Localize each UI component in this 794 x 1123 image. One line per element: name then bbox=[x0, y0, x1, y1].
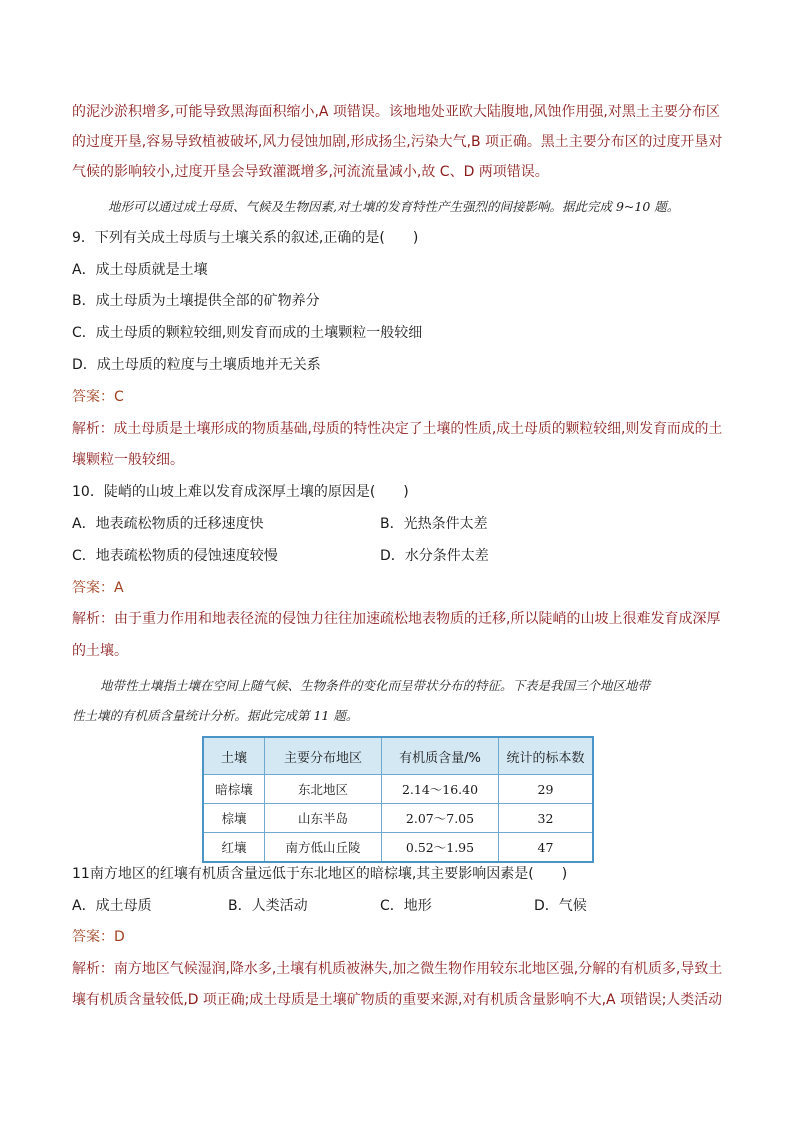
section-intro: 地形可以通过成土母质、气候及生物因素,对土壤的发育特性产生强烈的间接影响。据此完成 9~10 题。 bbox=[108, 199, 680, 214]
table-cell: 南方低山丘陵 bbox=[265, 833, 382, 863]
q10-option-b: B．光热条件太差 bbox=[380, 516, 488, 532]
q10-option-a: A．地表疏松物质的迁移速度快 bbox=[72, 516, 264, 532]
column-header: 统计的标本数 bbox=[499, 737, 594, 775]
table-cell: 2.14～16.40 bbox=[382, 775, 499, 804]
section-intro: 性土壤的有机质含量统计分析。据此完成第 11 题。 bbox=[72, 708, 359, 723]
question-9-stem: 9．下列有关成土母质与土壤关系的叙述,正确的是( ) bbox=[72, 230, 419, 246]
column-header: 土壤 bbox=[203, 737, 265, 775]
table-cell: 47 bbox=[499, 833, 594, 863]
q10-option-d: D．水分条件太差 bbox=[380, 548, 489, 564]
table-cell: 2.07～7.05 bbox=[382, 804, 499, 833]
table-cell: 红壤 bbox=[203, 833, 265, 863]
q10-analysis: 的土壤。 bbox=[72, 643, 128, 659]
table-cell: 棕壤 bbox=[203, 804, 265, 833]
q11-option-c: C．地形 bbox=[380, 898, 432, 914]
table-cell: 29 bbox=[499, 775, 594, 804]
table-cell: 32 bbox=[499, 804, 594, 833]
table-cell: 0.52～1.95 bbox=[382, 833, 499, 863]
q9-option-b: B．成土母质为土壤提供全部的矿物养分 bbox=[72, 293, 320, 309]
q9-option-d: D．成土母质的粒度与土壤质地并无关系 bbox=[72, 357, 321, 373]
table-cell: 山东半岛 bbox=[265, 804, 382, 833]
q9-option-a: A．成土母质就是土壤 bbox=[72, 262, 208, 278]
table-row bbox=[203, 804, 593, 833]
q11-analysis: 解析：南方地区气候湿润,降水多,土壤有机质被淋失,加之微生物作用较东北地区强,分解的有机质多,导致土 bbox=[72, 961, 723, 977]
q9-analysis: 解析：成土母质是土壤形成的物质基础,母质的特性决定了土壤的性质,成土母质的颗粒较细,则发育而成的土 bbox=[72, 421, 723, 437]
q9-option-c: C．成土母质的颗粒较细,则发育而成的土壤颗粒一般较细 bbox=[72, 325, 423, 341]
q11-option-a: A．成土母质 bbox=[72, 898, 152, 914]
analysis-line: 气候的影响较小,过度开垦会导致灌溉增多,河流流量减小,故 C、D 两项错误。 bbox=[72, 164, 549, 180]
question-11-stem: 11南方地区的红壤有机质含量远低于东北地区的暗棕壤,其主要影响因素是( ) bbox=[72, 866, 568, 882]
q10-analysis: 解析：由于重力作用和地表径流的侵蚀力往往加速疏松地表物质的迁移,所以陡峭的山坡上很难发育成深厚 bbox=[72, 611, 721, 627]
analysis-line: 的泥沙淤积增多,可能导致黑海面积缩小,A 项错误。该地地处亚欧大陆腹地,风蚀作用强,对黑土主要分布区 bbox=[72, 104, 720, 120]
analysis-line: 的过度开垦,容易导致植被破坏,风力侵蚀加剧,形成扬尘,污染大气,B 项正确。黑土主要分布区的过度开垦对 bbox=[72, 134, 723, 150]
q9-analysis: 壤颗粒一般较细。 bbox=[72, 452, 184, 468]
table-row bbox=[203, 833, 593, 863]
q11-analysis: 壤有机质含量较低,D 项正确;成土母质是土壤矿物质的重要来源,对有机质含量影响不大,A 项错误;人类活动 bbox=[72, 992, 723, 1008]
table-row bbox=[203, 775, 593, 804]
q10-option-c: C．地表疏松物质的侵蚀速度较慢 bbox=[72, 548, 278, 564]
table-cell: 东北地区 bbox=[265, 775, 382, 804]
section-intro: 地带性土壤指土壤在空间上随气候、生物条件的变化而呈带状分布的特征。下表是我国三个地区地带 bbox=[100, 678, 651, 693]
q9-answer: 答案：C bbox=[72, 389, 124, 405]
table-cell: 暗棕壤 bbox=[203, 775, 265, 804]
column-header: 主要分布地区 bbox=[265, 737, 382, 775]
table-header-row bbox=[203, 737, 593, 775]
q11-option-b: B．人类活动 bbox=[228, 898, 308, 914]
q11-option-d: D．气候 bbox=[534, 898, 587, 914]
column-header: 有机质含量/% bbox=[382, 737, 499, 775]
q10-answer: 答案：A bbox=[72, 580, 124, 596]
q11-answer: 答案：D bbox=[72, 929, 125, 945]
soil-table bbox=[202, 736, 594, 863]
question-10-stem: 10．陡峭的山坡上难以发育成深厚土壤的原因是( ) bbox=[72, 484, 409, 500]
